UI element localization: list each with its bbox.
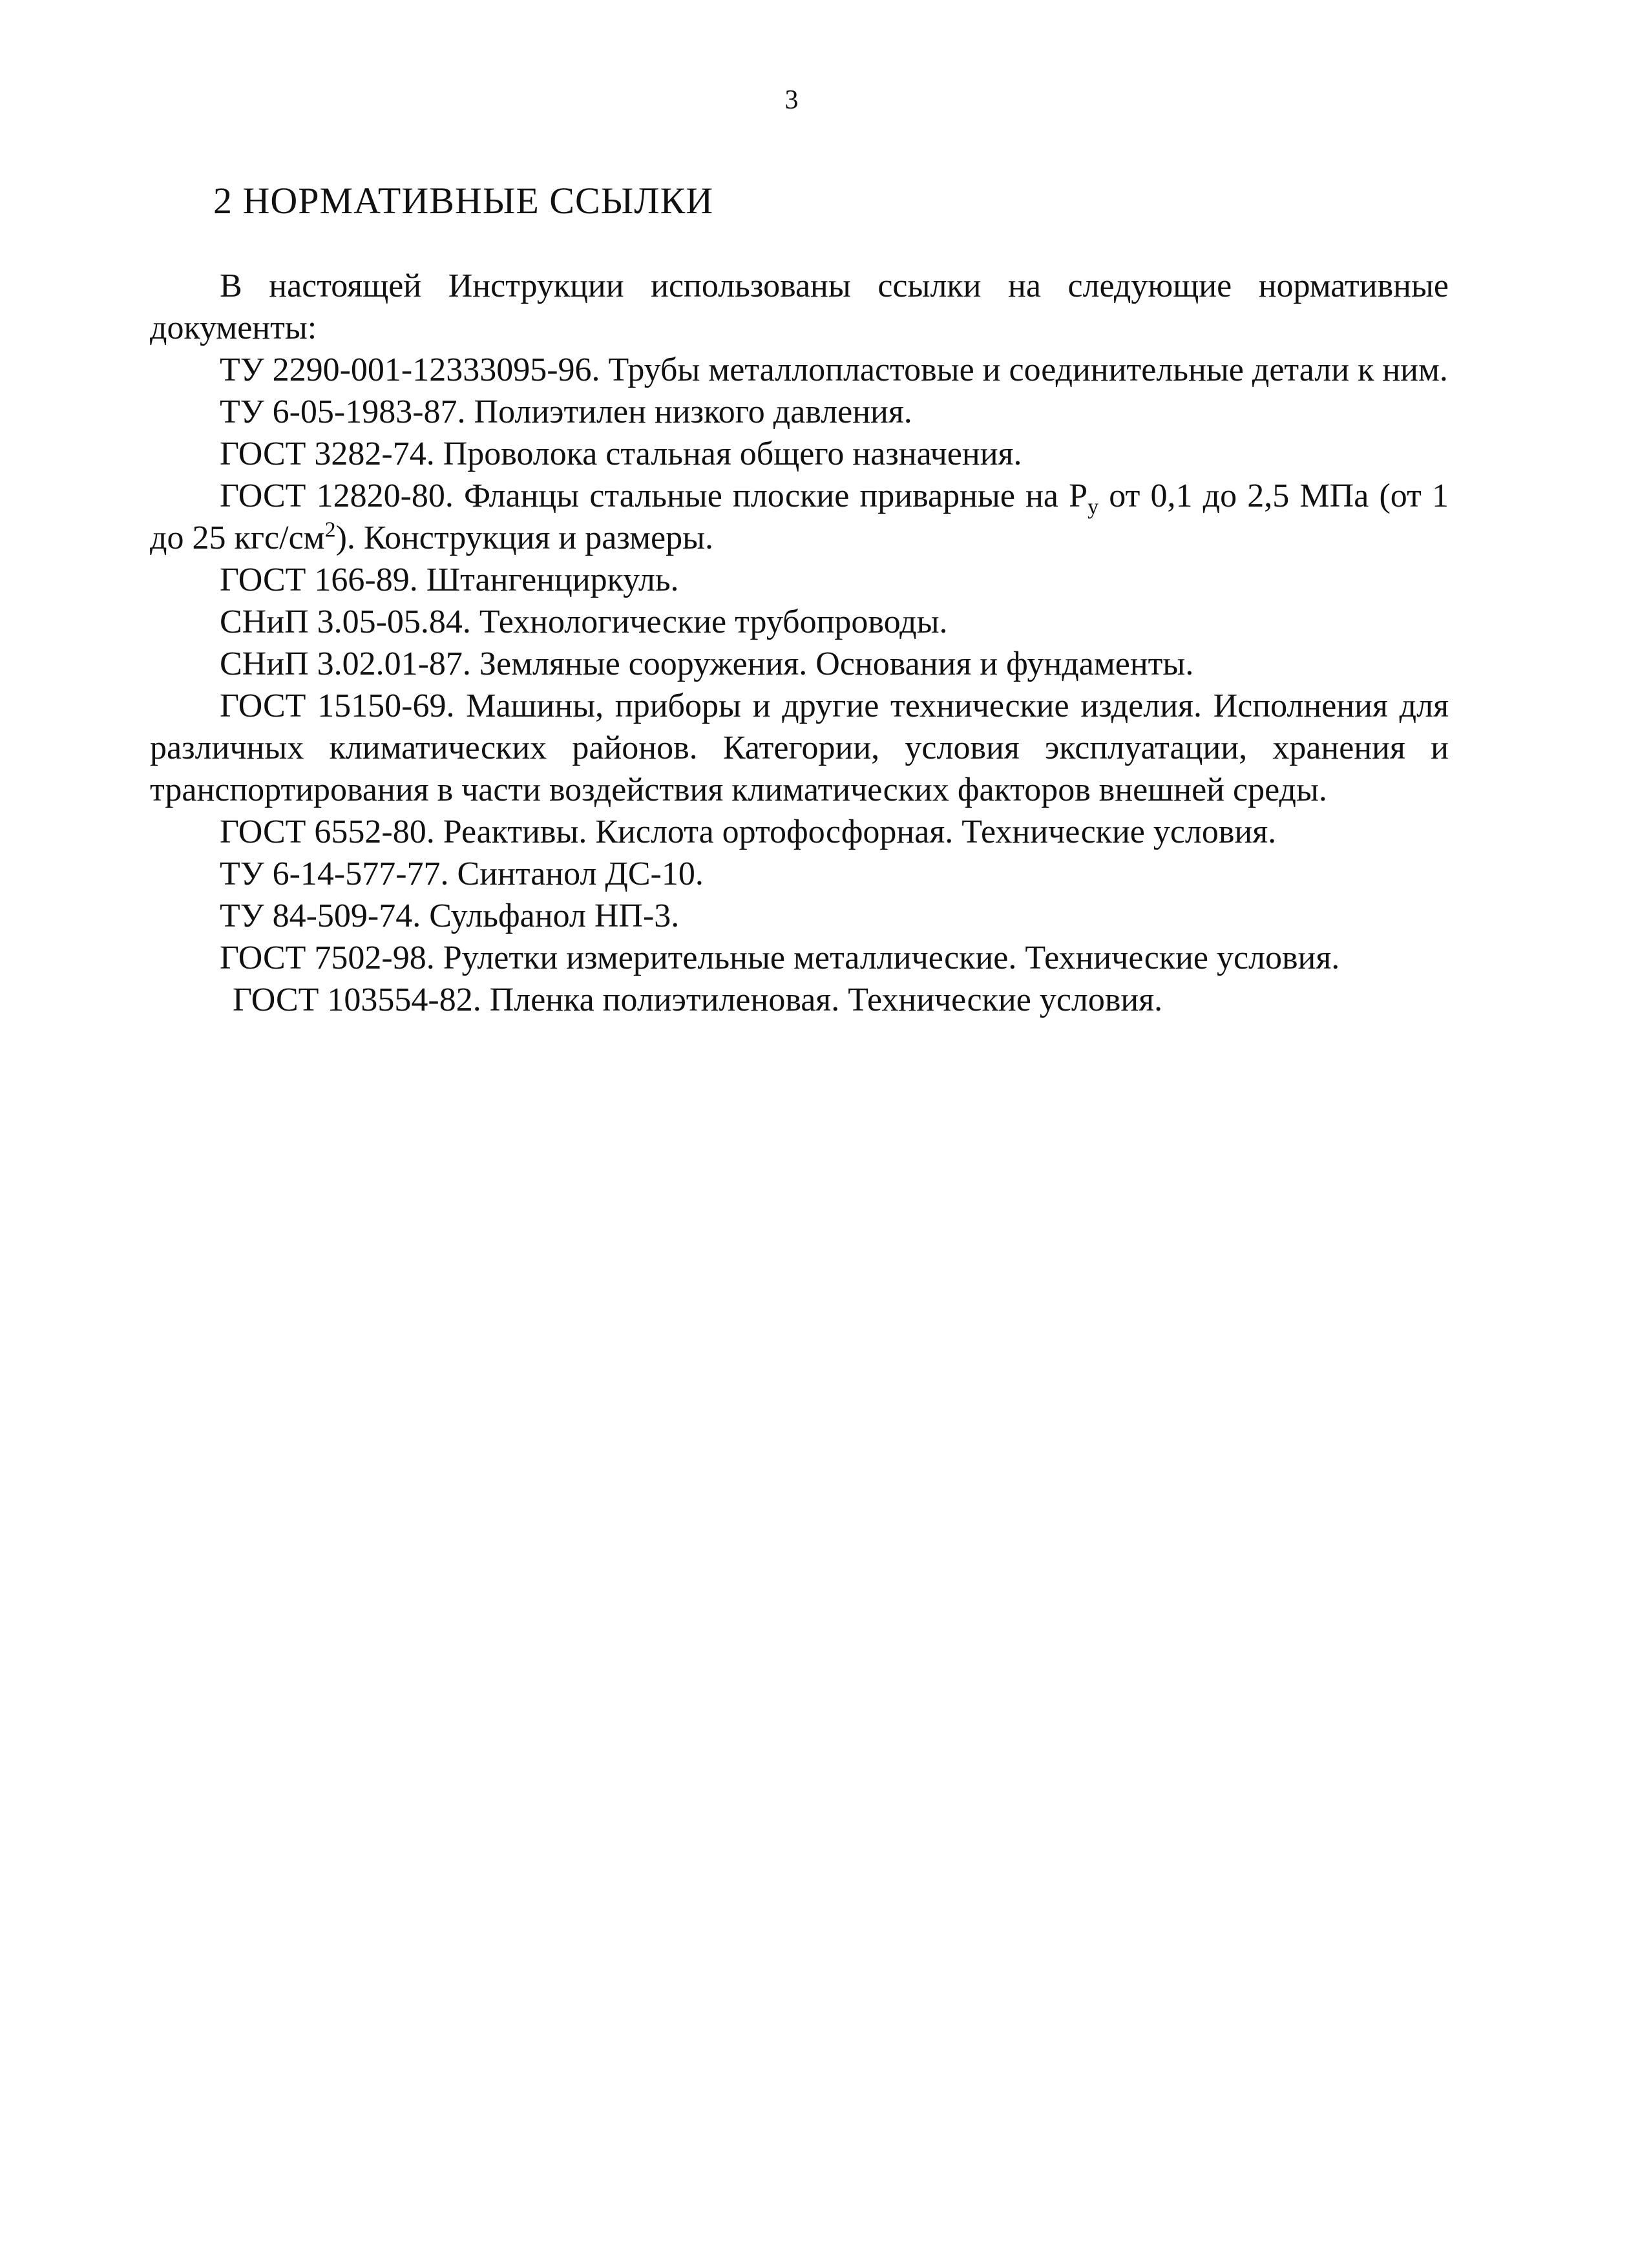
reference-item: ТУ 84-509-74. Сульфанол НП-3. [220, 898, 680, 934]
reference-text: ГОСТ 12820-80. Фланцы стальные плоские приварные на P [220, 478, 1088, 514]
reference-item: ГОСТ 15150-69. Машины, приборы и другие технические изделия. Исполнения для различных климатических районов. Категории, условия эксплуатации, хранения и транспортирования в части воздействия климатических факторов внешней среды. [150, 688, 1449, 808]
page-number: 3 [784, 85, 799, 115]
reference-item: ГОСТ 3282-74. Проволока стальная общего назначения. [220, 436, 1022, 472]
reference-item [150, 475, 1449, 559]
normative-references [150, 265, 1449, 1021]
reference-item: СНиП 3.02.01-87. Земляные сооружения. Основания и фундаменты. [220, 646, 1194, 682]
reference-item: ГОСТ 6552-80. Реактивы. Кислота ортофосфорная. Технические условия. [220, 814, 1277, 850]
reference-item: ГОСТ 166-89. Штангенциркуль. [220, 562, 679, 598]
reference-item: ТУ 2290-001-12333095-96. Трубы металлопластовые и соединительные детали к ним. [220, 352, 1448, 388]
reference-item: ГОСТ 103554-82. Пленка полиэтиленовая. Технические условия. [233, 982, 1163, 1018]
intro-paragraph: В настоящей Инструкции использованы ссылки на следующие нормативные документы: [150, 268, 1449, 346]
superscript-text: 2 [324, 518, 336, 542]
reference-item: ТУ 6-05-1983-87. Полиэтилен низкого давления. [220, 394, 912, 430]
reference-text: от 0,1 до 2,5 МПа (от 1 до 25 кгс/см [150, 478, 1449, 556]
subscript-text: y [1087, 495, 1099, 520]
reference-text: ). Конструкция и размеры. [335, 520, 714, 556]
reference-item: СНиП 3.05-05.84. Технологические трубопроводы. [220, 604, 948, 640]
section-heading: 2 НОРМАТИВНЫЕ ССЫЛКИ [213, 180, 714, 222]
reference-item: ГОСТ 7502-98. Рулетки измерительные металлические. Технические условия. [220, 940, 1340, 976]
reference-item: ТУ 6-14-577-77. Синтанол ДС-10. [220, 856, 704, 892]
